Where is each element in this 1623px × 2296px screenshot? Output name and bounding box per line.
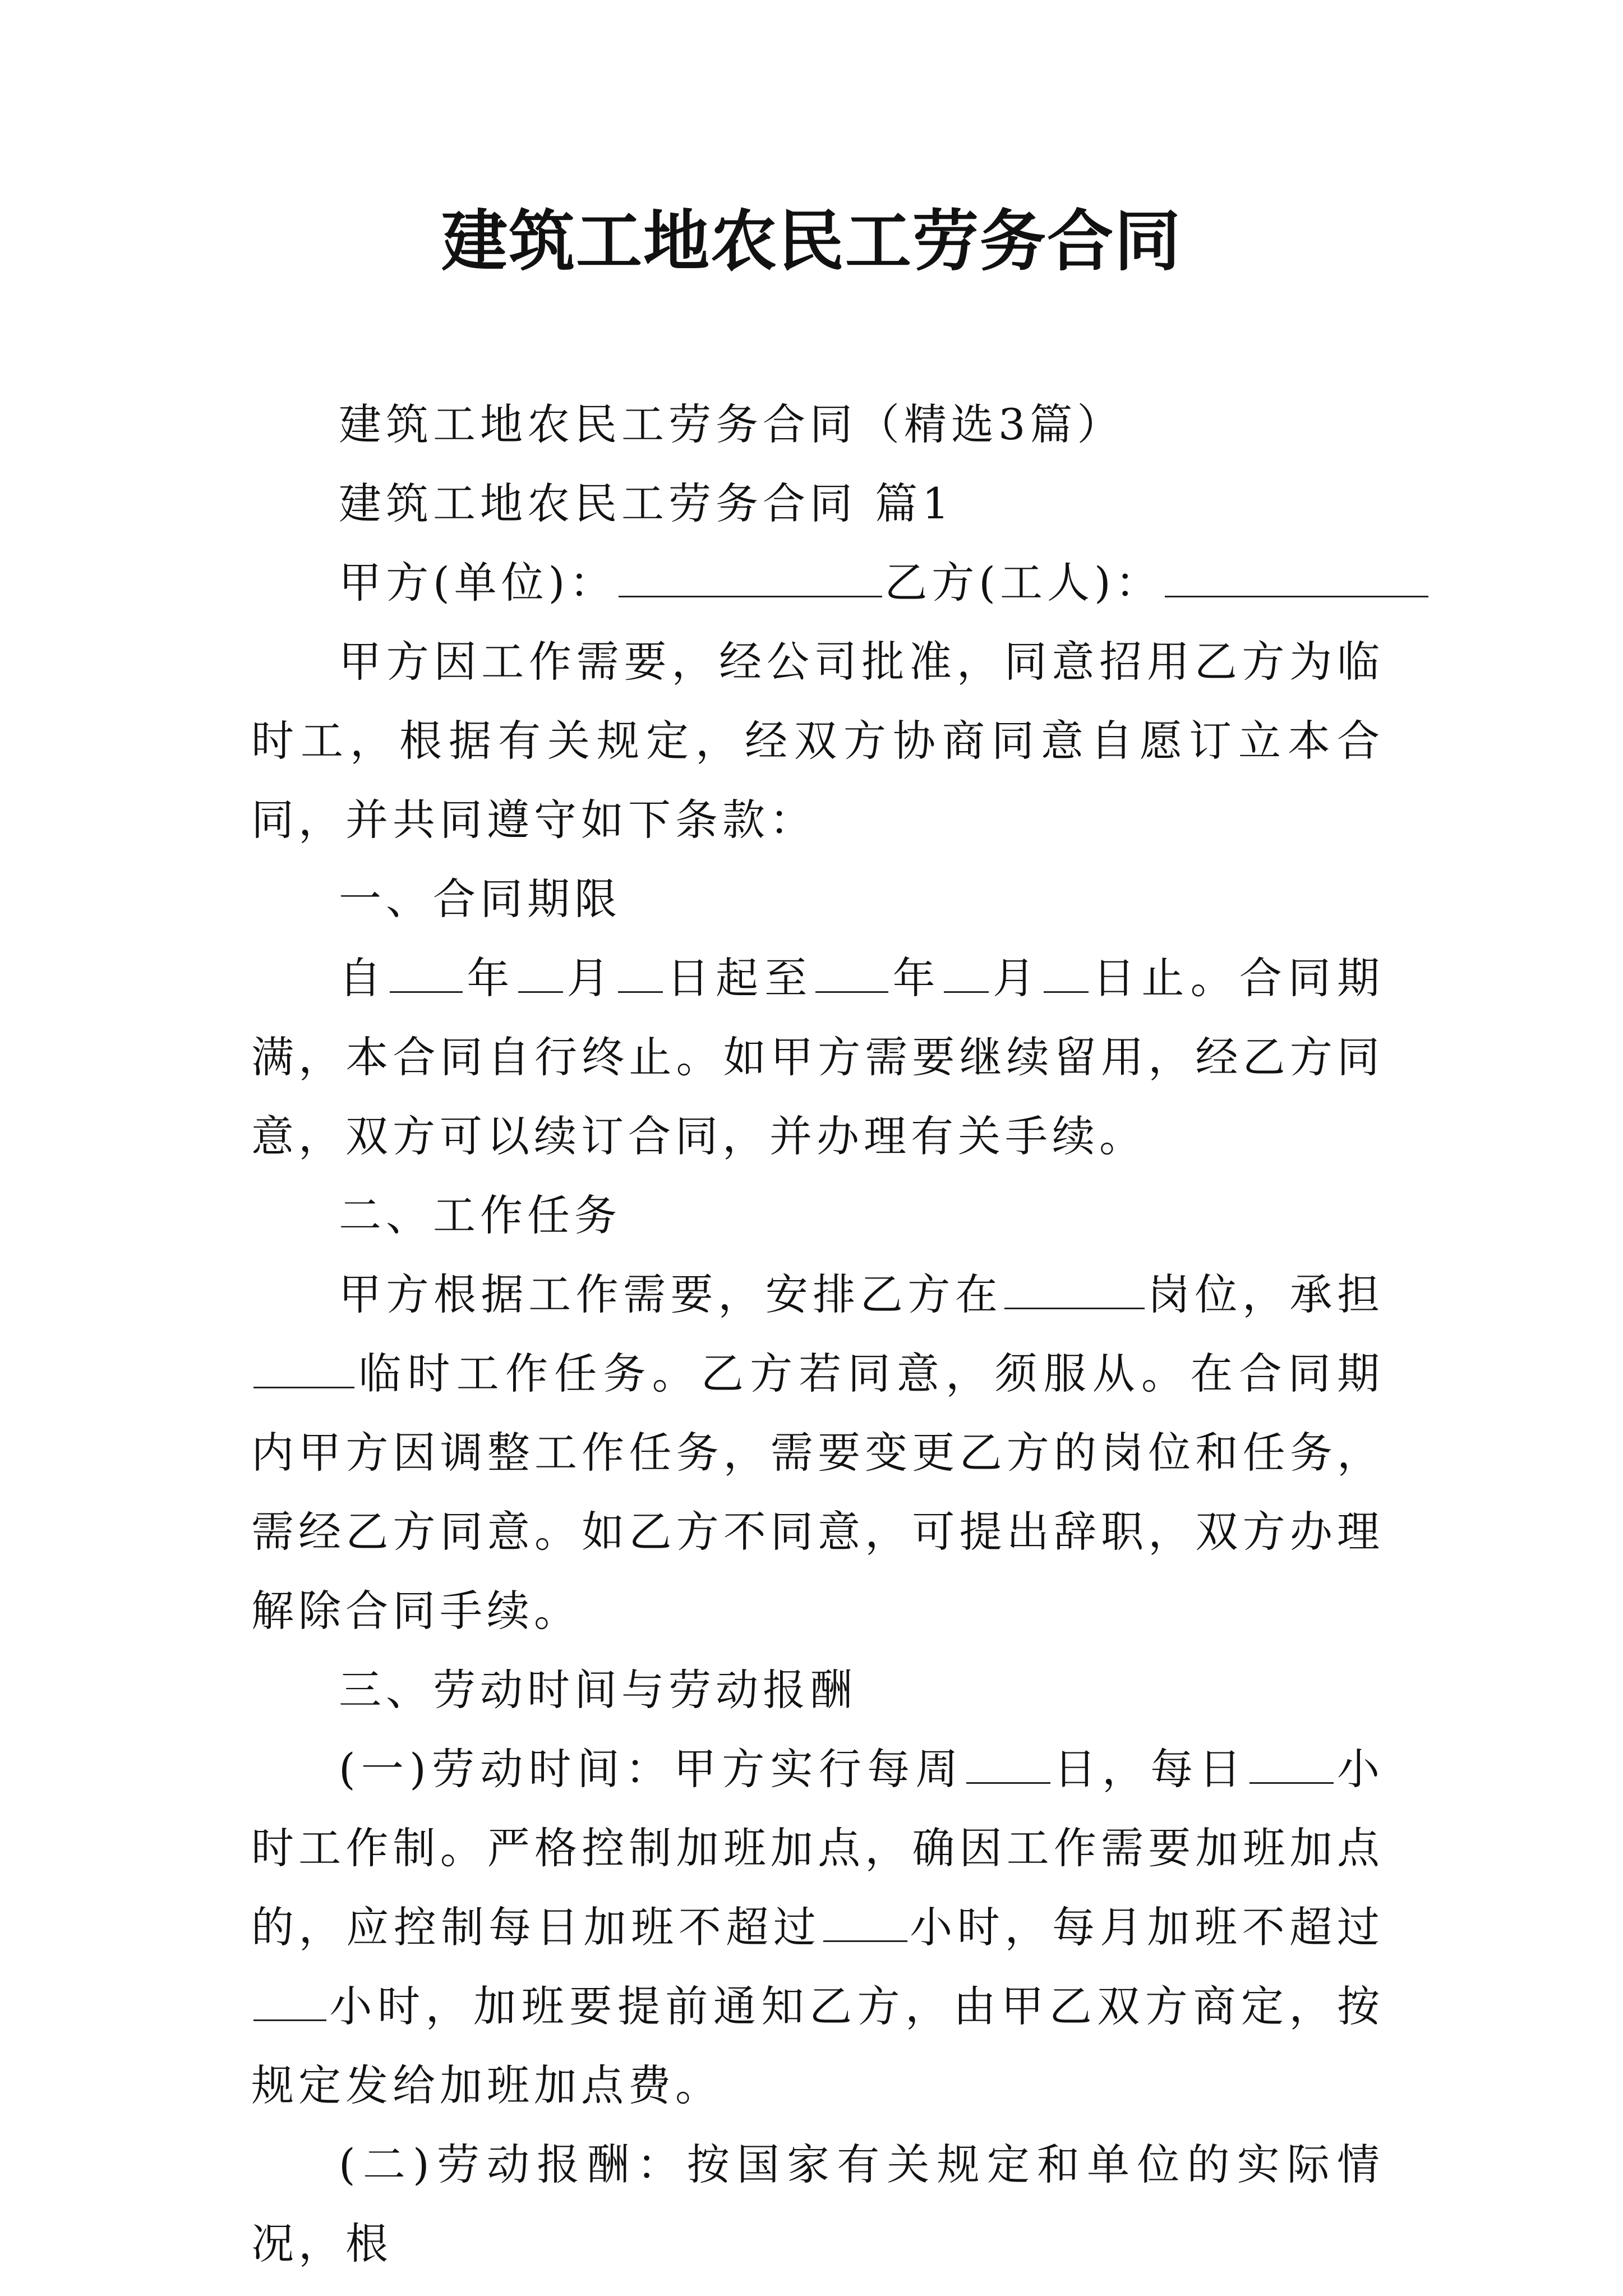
text-fragment: 小时，每月加班不超过 <box>909 1902 1385 1952</box>
section2-heading: 二、工作任务 <box>339 1190 621 1240</box>
parties-line <box>251 543 1384 622</box>
text-fragment: (一)劳动时间：甲方实行每周 <box>339 1744 964 1794</box>
text-fragment: 自 <box>339 953 388 1003</box>
party-a-label: 甲方(单位)： <box>339 558 617 608</box>
text-fragment: 日起至 <box>665 953 814 1003</box>
text-fragment: 小时工作制。严格控制加班加点，确因工作需要加班加点的，应控制每日加班不超过 <box>251 1744 1384 1952</box>
monthly-overtime-blank <box>253 1982 326 2021</box>
days-per-week-blank <box>966 1745 1050 1784</box>
document-title: 建筑工地农民工劳务合同 <box>441 202 1182 280</box>
post-blank <box>1004 1271 1145 1309</box>
intro-paragraph: 甲方因工作需要，经公司批准，同意招用乙方为临时工，根据有关规定，经双方协商同意自愿订立本合同，并共同遵守如下条款： <box>251 637 1384 845</box>
party-b-blank <box>1165 559 1428 597</box>
year-end-blank <box>815 954 888 993</box>
section1-paragraph <box>251 938 1384 1176</box>
subtitle: 建筑工地农民工劳务合同（精选3篇） <box>339 399 1124 449</box>
party-a-blank <box>619 559 882 597</box>
day-start-blank <box>618 954 663 993</box>
year-start-blank <box>390 954 463 993</box>
section3-heading: 三、劳动时间与劳动报酬 <box>339 1665 857 1715</box>
text-fragment: 小时，加班要提前通知乙方，由甲乙双方商定，按规定发给加班加点费。 <box>251 1981 1384 2110</box>
text-fragment: 临时工作任务。乙方若同意，须服从。在合同期内甲方因调整工作任务，需要变更乙方的岗位和任务，需经乙方同意。如乙方不同意，可提出辞职，双方办理解除合同手续。 <box>251 1349 1384 1636</box>
section2-paragraph <box>251 1255 1384 1650</box>
day-end-blank <box>1044 954 1089 993</box>
party-b-label: 乙方(工人)： <box>884 558 1163 608</box>
part-heading: 建筑工地农民工劳务合同 篇1 <box>339 478 954 528</box>
text-fragment: 年 <box>465 953 516 1003</box>
document-body <box>251 385 1384 2283</box>
daily-overtime-blank <box>823 1903 907 1942</box>
month-end-blank <box>944 954 989 993</box>
text-fragment: 月 <box>990 953 1042 1003</box>
hours-per-day-blank <box>1249 1745 1334 1784</box>
text-fragment: 年 <box>891 953 942 1003</box>
text-fragment: 甲方根据工作需要，安排乙方在 <box>339 1269 1003 1319</box>
text-fragment: 月 <box>565 953 616 1003</box>
section1-heading: 一、合同期限 <box>339 874 621 924</box>
text-fragment: 岗位，承担 <box>1147 1269 1385 1319</box>
task-blank <box>253 1350 354 1388</box>
text-fragment: 日止。合同期满，本合同自行终止。如甲方需要继续留用，经乙方同意，双方可以续订合同，并办理有关手续。 <box>251 953 1385 1161</box>
text-fragment: 日，每日 <box>1052 1744 1247 1794</box>
pay-paragraph: (二)劳动报酬：按国家有关规定和单位的实际情况，根 <box>251 2139 1384 2269</box>
month-start-blank <box>518 954 563 993</box>
work-time-paragraph <box>251 1729 1384 2125</box>
